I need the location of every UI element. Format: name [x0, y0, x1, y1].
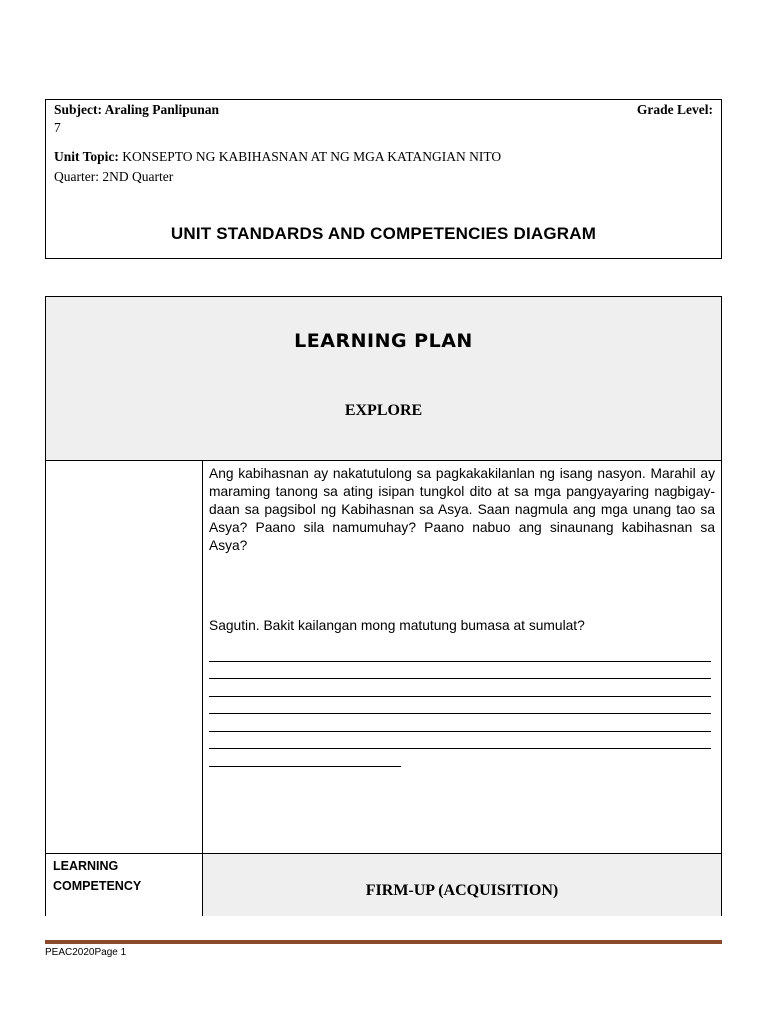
learning-plan-table [45, 296, 722, 916]
answer-line[interactable] [209, 697, 711, 715]
answer-line[interactable] [209, 679, 711, 697]
diagram-title: UNIT STANDARDS AND COMPETENCIES DIAGRAM [170, 224, 597, 243]
unit-topic-label: Unit Topic: [54, 149, 119, 164]
footer-page-label: PEAC2020Page 1 [45, 947, 127, 958]
answer-line[interactable] [209, 662, 711, 680]
subject-label: Subject: Araling Panlipunan [54, 102, 220, 117]
answer-lines[interactable] [209, 644, 711, 767]
plan-header-cell [46, 297, 721, 461]
learning-competency-cell [46, 854, 203, 916]
firmup-row [46, 853, 721, 916]
footer-rule [45, 940, 722, 944]
learning-plan-title: LEARNING PLAN [294, 330, 473, 352]
grade-level-label: Grade Level: [636, 102, 713, 117]
grade-value: 7 [54, 120, 61, 135]
answer-line[interactable] [209, 732, 711, 750]
header-box [45, 99, 722, 259]
learning-competency-label: LEARNING COMPETENCY [53, 859, 142, 893]
explore-content-cell [203, 460, 721, 853]
answer-line[interactable] [209, 644, 711, 662]
answer-line[interactable] [209, 714, 711, 732]
unit-topic [54, 149, 501, 165]
firmup-heading: FIRM-UP (ACQUISITION) [365, 882, 559, 899]
answer-line[interactable] [209, 749, 401, 767]
explore-heading: EXPLORE [344, 402, 423, 419]
left-empty-cell [46, 460, 203, 853]
question-text: Sagutin. Bakit kailangan mong matutung bumasa at sumulat? [209, 618, 585, 633]
unit-topic-value: KONSEPTO NG KABIHASNAN AT NG MGA KATANGIAN NITO [122, 149, 502, 164]
quarter-label: Quarter: 2ND Quarter [54, 169, 174, 184]
explore-paragraph: Ang kabihasnan ay nakatutulong sa pagkakakilanlan ng isang nasyon. Marahil ay maraming tanong sa ating isipan tungkol dito at sa mga pangyayaring nagbigay- daan sa pagsibol ng Kabihasnan sa Asya. Saan nagmula ang mga unang tao sa Asya? Paano sila namumuhay? Paano nabuo ang sinaunang kabihasnan sa Asya? [209, 466, 715, 553]
header-row [54, 102, 713, 118]
